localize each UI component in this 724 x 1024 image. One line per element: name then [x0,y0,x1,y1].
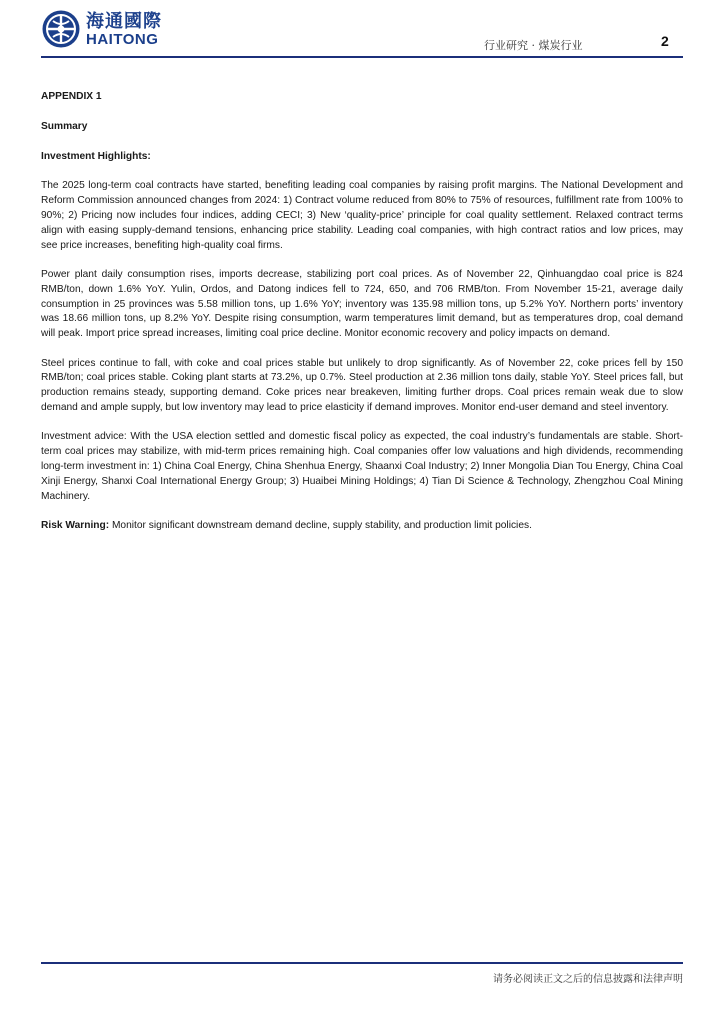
footer-divider [41,962,683,964]
logo-chinese-text: 海通國際 [86,11,162,31]
page-header [0,0,724,62]
logo-english-text: HAITONG [86,31,159,48]
risk-warning [41,519,683,534]
header-section-label: 行业研究 · 煤炭行业 [484,39,583,52]
highlights-title: Investment Highlights: [41,150,151,162]
risk-warning-label: Risk Warning: [41,519,110,531]
appendix-title: APPENDIX 1 [41,91,102,102]
footer-disclaimer-note: 请务必阅读正文之后的信息披露和法律声明 [493,974,683,985]
paragraph-long-term-contracts: The 2025 long-term coal contracts have started, benefiting leading coal companies by raising profit margins. The National Development and Reform Commission announced changes from 2024: 1) Contract volume reduced from 80% to 75% of resources, fulfillment rate from 100% to 90%; 2) Pricing now includes four indices, adding CECI; 3) New ‘quality-price’ principle for coal quality settlement. Relaxed contract terms align with easing supply-demand tensions, enhancing price stability. Leading coal companies, with high contract ratios and low prices, may see price increases, benefiting high-quality coal firms. [41,180,683,251]
paragraph-steel-coke-prices: Steel prices continue to fall, with coke and coal prices stable but unlikely to drop significantly. As of November 22, coke prices fell by 150 RMB/ton; coal prices stable. Coking plant starts at 73.2%, up 0.7%. Steel production at 2.36 million tons daily, stable YoY. Steel prices fall, but production remains steady, supporting demand. Coke prices near breakeven, limiting further drops. Coal prices remain weak due to slow demand and ample supply, but low inventory may lead to price elasticity if demand improves. Monitor end-user demand and steel inventory. [41,357,683,413]
header-divider [41,56,683,58]
report-body [41,90,683,534]
haitong-logo [41,9,161,51]
summary-title: Summary [41,120,88,132]
haitong-logo-icon [41,9,81,49]
paragraph-port-coal-prices: Power plant daily consumption rises, imports decrease, stabilizing port coal prices. As of November 22, Qinhuangdao coal price is 824 RMB/ton, down 1.6% YoY. Yulin, Ordos, and Datong indices fell to 724, 650, and 706 RMB/ton. From November 15-21, average daily consumption in 25 provinces was 5.58 million tons, up 1.6% YoY; inventory was 135.98 million tons, up 5.2% YoY. Northern ports’ inventory was 18.66 million tons, up 8.2% YoY. Despite rising consumption, warm temperatures limit demand, but as temperatures drop, coal demand will peak. Import price spread increases, limiting coal price decline. Monitor economic recovery and policy impacts on demand. [41,268,683,340]
paragraph-investment-advice: Investment advice: With the USA election settled and domestic fiscal policy as expected, the coal industry’s fundamentals are stable. Short-term coal prices may stabilize, with mid-term prices remaining high. Coal companies offer low valuations and high dividends, recommending long-term investment in: 1) China Coal Energy, China Shenhua Energy, Shaanxi Coal Industry; 2) Inner Mongolia Dian Tou Energy, China Coal Xinji Energy, Shanxi Coal International Energy Group; 3) Huaibei Mining Holdings; 4) Tian Di Science & Technology, Zhengzhou Coal Mining Machinery. [41,431,683,502]
page-number: 2 [661,33,669,49]
risk-warning-text: Monitor significant downstream demand decline, supply stability, and production limit policies. [109,519,532,531]
